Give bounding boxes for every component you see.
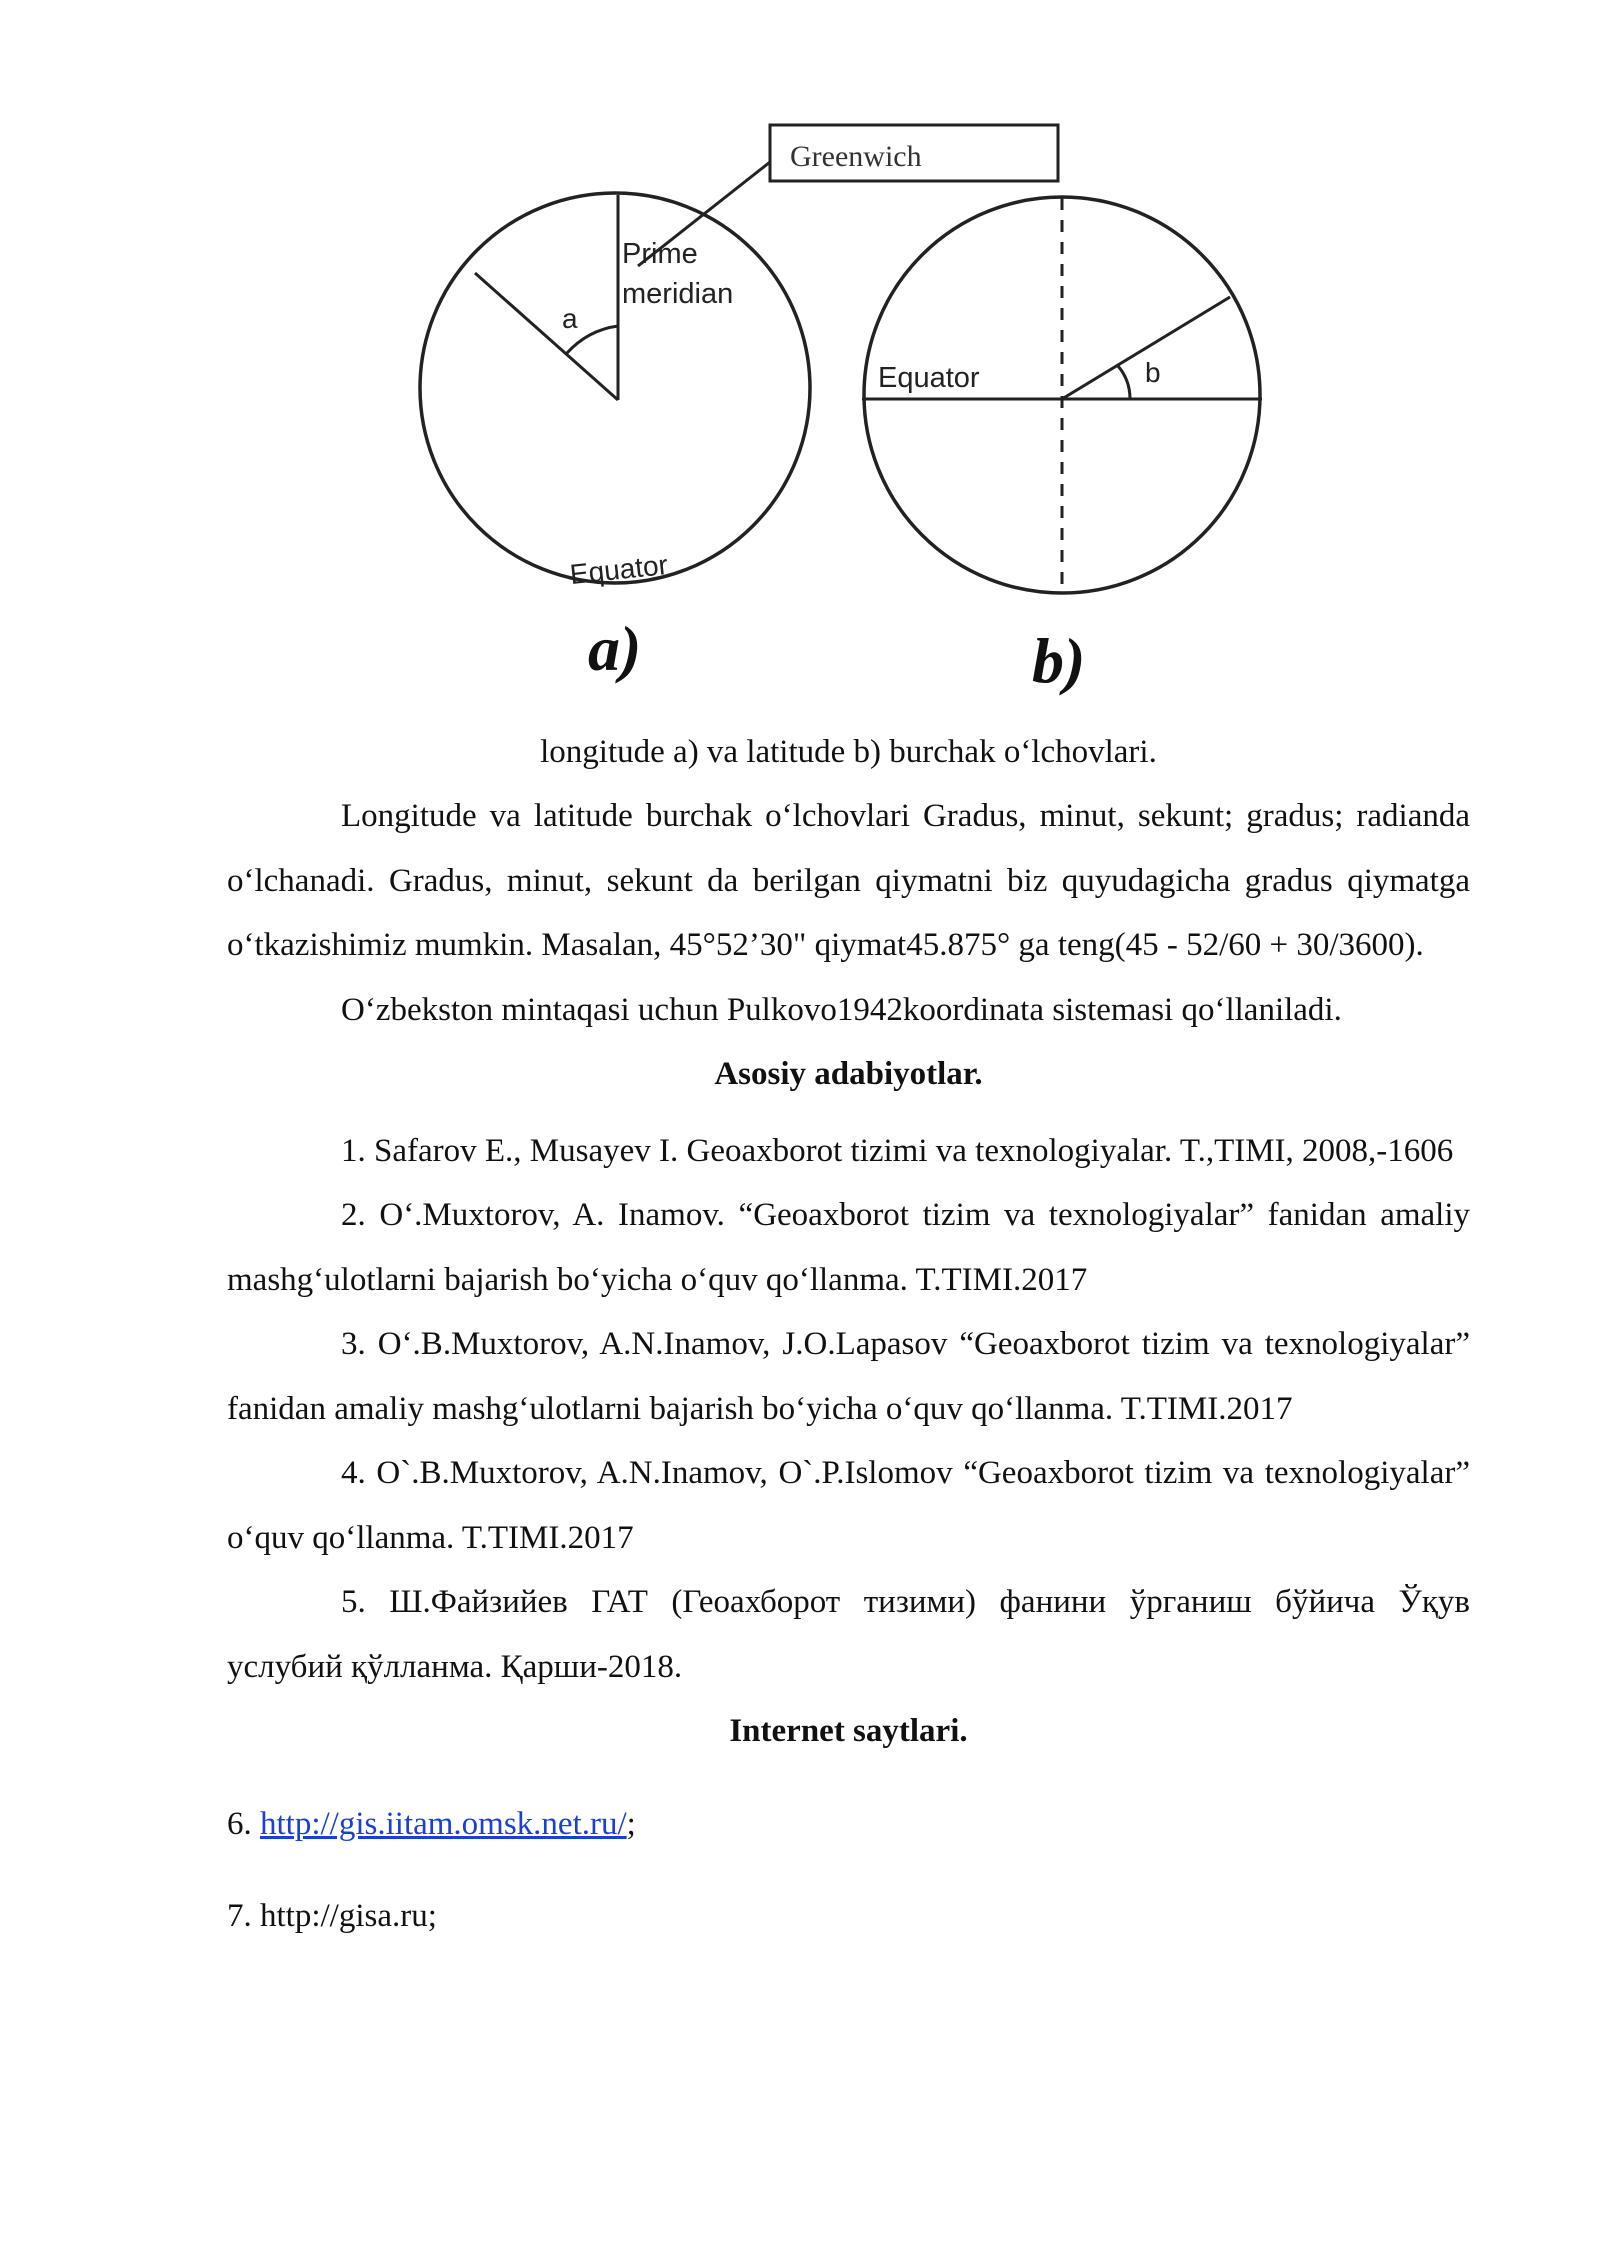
literature-item-4: 4. O`.B.Muxtorov, A.N.Inamov, O`.P.Islomov “Geoaxborot tizim va texnologiyalar” o‘quv qo‘llanma. T.TIMI.2017 [227,1455,1470,1556]
literature-item-5: 5. Ш.Файзийев ГАТ (Геоахборот тизими) фанини ўрганиш бўйича Ўқув услубий қўлланма. Қарши-2018. [227,1584,1470,1685]
figure-caption [227,720,1470,784]
site-item-7 [227,1884,1470,1949]
site-6-number: 6. [227,1805,260,1842]
circle-a [420,193,810,583]
site-6-suffix: ; [626,1805,636,1842]
literature-item-1: 1. Safarov E., Musayev I. Geoaxborot tizimi va texnologiyalar. T.,TIMI, 2008,-1606 [341,1132,1454,1169]
angle-a-label: a [562,303,578,334]
site-7-url: http://gisa.ru [260,1898,428,1934]
site-7-suffix: ; [427,1898,437,1934]
angle-b-arc [1118,366,1130,399]
panel-a-label: a) [588,613,642,684]
literature-item-2: 2. O‘.Muxtorov, A. Inamov. “Geoaxborot tizim va texnologiyalar” fanidan amaliy mashg‘ulotlarni bajarish bo‘yicha o‘quv qo‘llanma. T.TIMI.2017 [227,1197,1470,1298]
paragraph-1: Longitude va latitude burchak o‘lchovlari Gradus, minut, sekunt; gradus; radianda o‘lchanadi. Gradus, minut, sekunt da berilgan qiymatni biz quyudagicha gradus qiymatga o‘tkazishimiz mumkin. Masalan, 45°52’30" qiymat45.875° ga teng(45 - 52/60 + 30/3600). [227,798,1470,963]
prime-meridian-label-line1: Prime [622,238,698,270]
site-item-6 [227,1792,1470,1857]
prime-meridian-label-line2: meridian [622,278,734,310]
caption-text: longitude a) va latitude b) burchak o‘lchovlari. [540,734,1157,770]
longitude-radius-line [475,273,618,400]
internet-heading: Internet saytlari. [729,1713,968,1749]
panel-b-label: b) [1032,625,1086,696]
literature-heading: Asosiy adabiyotlar. [714,1056,983,1092]
equator-label-b: Equator [878,362,980,394]
site-6-link[interactable]: http://gis.iitam.omsk.net.ru/ [260,1805,627,1842]
greenwich-label: Greenwich [790,140,922,173]
angle-b-label: b [1145,357,1161,388]
body-text [227,784,1470,1949]
site-7-number: 7. [227,1898,260,1934]
longitude-latitude-figure [400,110,1300,710]
equator-label-a: Equator [568,549,670,591]
literature-item-3: 3. O‘.B.Muxtorov, A.N.Inamov, J.O.Lapasov “Geoaxborot tizim va texnologiyalar” fanidan amaliy mashg‘ulotlarni bajarish bo‘yicha o‘quv qo‘llanma. T.TIMI.2017 [227,1326,1470,1427]
paragraph-2: O‘zbekston mintaqasi uchun Pulkovo1942koordinata sistemasi qo‘llaniladi. [341,991,1342,1028]
